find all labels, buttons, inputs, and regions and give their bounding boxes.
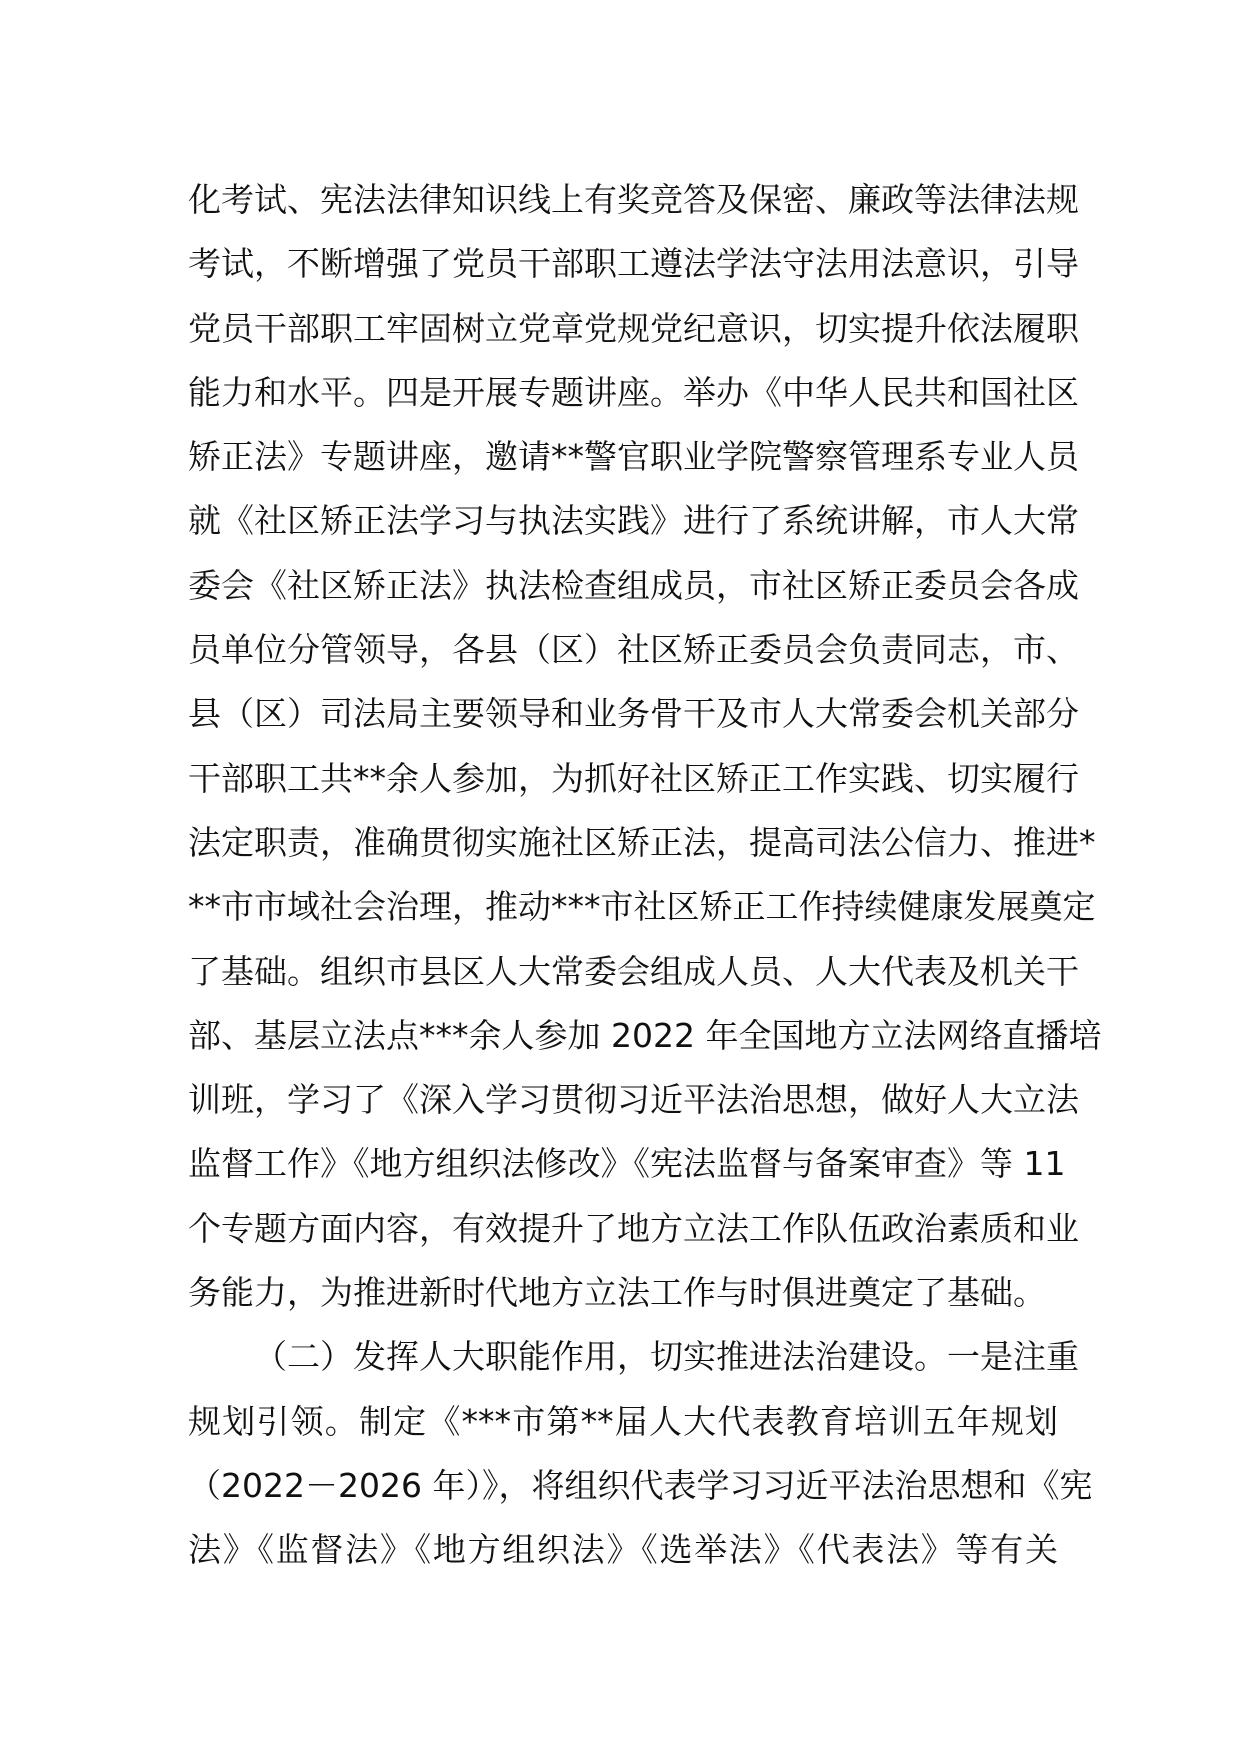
text-line: 就《社区矫正法学习与执法实践》进行了系统讲解，市人大常	[188, 501, 1079, 541]
text-line: 能力和水平。四是开展专题讲座。举办《中华人民共和国社区	[188, 372, 1079, 412]
section-heading-line: （二）发挥人大职能作用，切实推进法治建设。一是注重	[254, 1337, 1079, 1377]
text-line: 考试，不断增强了党员干部职工遵法学法守法用法意识，引导	[188, 244, 1079, 284]
text-line: 规划引领。制定《***市第**届人大代表教育培训五年规划	[188, 1401, 1058, 1441]
text-line: 法》《监督法》《地方组织法》《选举法》《代表法》等有关	[188, 1530, 1058, 1570]
document-body	[188, 168, 1102, 1583]
text-line: 了基础。组织市县区人大常委会组成人员、人大代表及机关干	[188, 951, 1079, 991]
text-line: 法定职责，准确贯彻实施社区矫正法，提高司法公信力、推进*	[188, 822, 1096, 862]
text-line: 监督工作》《地方组织法修改》《宪法监督与备案审查》等 11	[188, 1144, 1066, 1184]
text-line: 干部职工共**余人参加，为抓好社区矫正工作实践、切实履行	[188, 758, 1079, 798]
text-line: 矫正法》专题讲座，邀请**警官职业学院警察管理系专业人员	[188, 437, 1079, 477]
text-line: 部、基层立法点***余人参加 2022 年全国地方立法网络直播培	[188, 1015, 1102, 1055]
text-line: **市市域社会治理，推动***市社区矫正工作持续健康发展奠定	[188, 887, 1096, 927]
text-line: 化考试、宪法法律知识线上有奖竞答及保密、廉政等法律法规	[188, 180, 1079, 219]
text-line: 县（区）司法局主要领导和业务骨干及市人大常委会机关部分	[188, 694, 1079, 734]
paragraph-last-line: 务能力，为推进新时代地方立法工作与时俱进奠定了基础。	[188, 1273, 1046, 1313]
text-line: 委会《社区矫正法》执法检查组成员，市社区矫正委员会各成	[188, 565, 1079, 605]
text-line: （2022－2026 年）》，将组织代表学习习近平法治思想和《宪	[188, 1465, 1093, 1505]
text-line: 训班，学习了《深入学习贯彻习近平法治思想，做好人大立法	[188, 1080, 1079, 1120]
text-line: 员单位分管领导，各县（区）社区矫正委员会负责同志，市、	[188, 630, 1079, 670]
text-line: 党员干部职工牢固树立党章党规党纪意识，切实提升依法履职	[188, 308, 1079, 348]
text-line: 个专题方面内容，有效提升了地方立法工作队伍政治素质和业	[188, 1208, 1079, 1248]
